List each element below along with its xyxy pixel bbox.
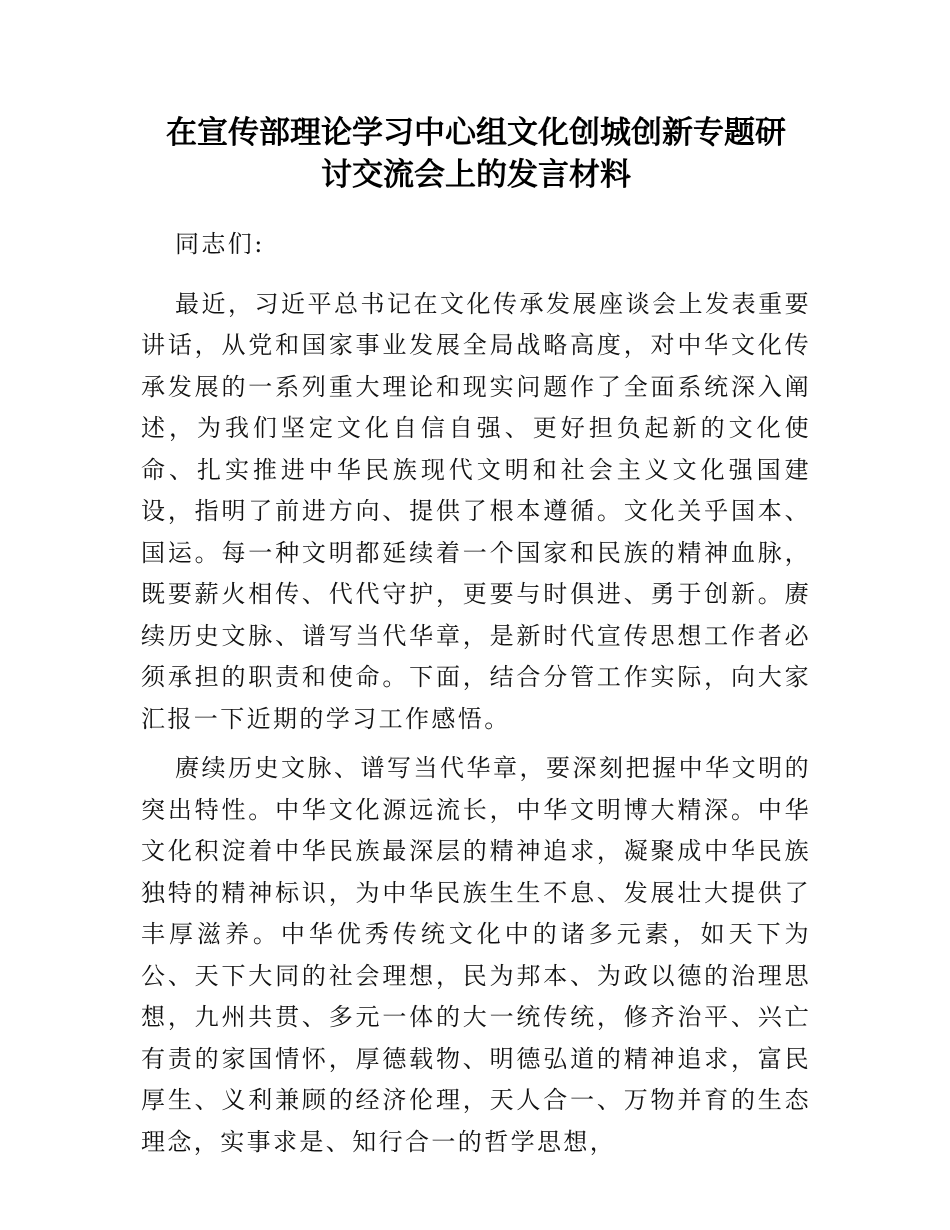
document-body	[141, 112, 811, 1163]
title-line-2: 讨交流会上的发言材料	[321, 157, 631, 193]
document-title	[141, 112, 811, 196]
paragraph-1: 最近，习近平总书记在文化传承发展座谈会上发表重要讲话，从党和国家事业发展全局战略高度，对中华文化传承发展的一系列重大理论和现实问题作了全面系统深入阐述，为我们坚定文化自信自强、更好担负起新的文化使命、扎实推进中华民族现代文明和社会主义文化强国建设，指明了前进方向、提供了根本遵循。文化关乎国本、国运。每一种文明都延续着一个国家和民族的精神血脉，既要薪火相传、代代守护，更要与时俱进、勇于创新。赓续历史文脉、谱写当代华章，是新时代宣传思想工作者必须承担的职责和使命。下面，结合分管工作实际，向大家汇报一下近期的学习工作感悟。	[141, 289, 811, 733]
paragraph-2: 赓续历史文脉、谱写当代华章，要深刻把握中华文明的突出特性。中华文化源远流长，中华文明博大精深。中华文化积淀着中华民族最深层的精神追求，凝聚成中华民族独特的精神标识，为中华民族生生不息、发展壮大提供了丰厚滋养。中华优秀传统文化中的诸多元素，如天下为公、天下大同的社会理想，民为邦本、为政以德的治理思想，九州共贯、多元一体的大一统传统，修齐治平、兴亡有责的家国情怀，厚德载物、明德弘道的精神追求，富民厚生、义利兼顾的经济伦理，天人合一、万物并育的生态理念，实事求是、知行合一的哲学思想，	[141, 754, 811, 1156]
greeting: 同志们:	[175, 230, 265, 258]
title-line-1: 在宣传部理论学习中心组文化创城创新专题研	[166, 115, 786, 151]
